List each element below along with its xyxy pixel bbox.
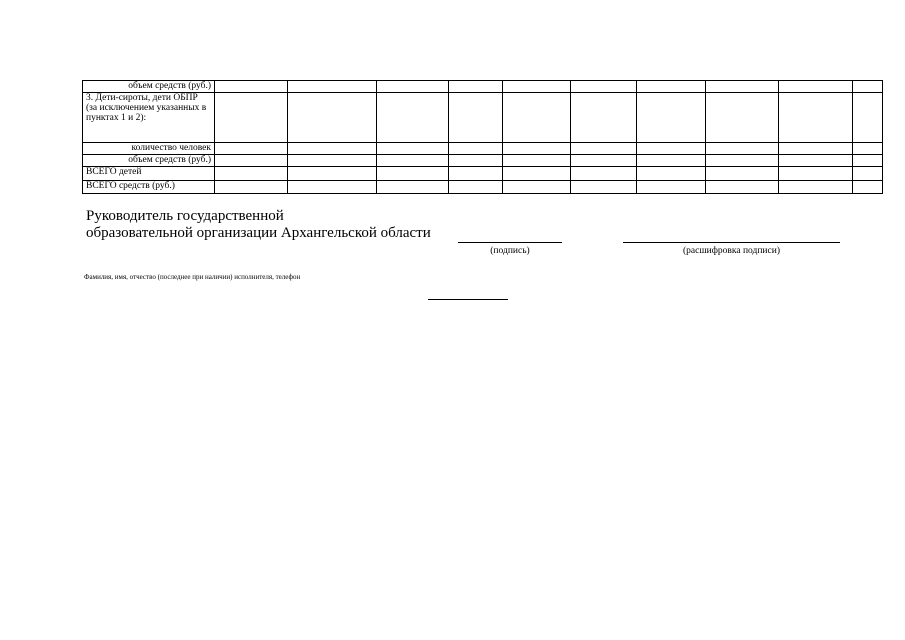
report-table-body [83, 81, 883, 194]
table-cell [449, 181, 503, 194]
table-cell [637, 155, 706, 167]
table-cell [377, 181, 449, 194]
row-label-cell: объем средств (руб.) [83, 81, 215, 93]
table-cell [706, 155, 779, 167]
row-label-cell: ВСЕГО средств (руб.) [83, 181, 215, 194]
table-cell [853, 167, 883, 181]
table-cell [706, 143, 779, 155]
signature-decode-line [623, 242, 840, 243]
table-cell [779, 143, 853, 155]
table-cell [637, 93, 706, 143]
table-cell [779, 155, 853, 167]
table-cell [571, 181, 637, 194]
table-cell [503, 143, 571, 155]
table-cell [503, 167, 571, 181]
table-cell [637, 181, 706, 194]
signature-line [458, 242, 562, 243]
table-row [83, 93, 883, 143]
table-cell [449, 143, 503, 155]
table-row [83, 181, 883, 194]
table-cell [571, 81, 637, 93]
table-cell [288, 155, 377, 167]
table-cell [215, 167, 288, 181]
table-cell [377, 155, 449, 167]
table-cell [779, 81, 853, 93]
row-label-cell: ВСЕГО детей [83, 167, 215, 181]
table-row [83, 167, 883, 181]
table-cell [779, 167, 853, 181]
table-cell [706, 181, 779, 194]
table-cell [637, 81, 706, 93]
table-row [83, 81, 883, 93]
row-label-cell: количество человек [83, 143, 215, 155]
table-cell [377, 167, 449, 181]
report-table [82, 80, 883, 194]
table-row [83, 155, 883, 167]
table-cell [571, 143, 637, 155]
table-cell [449, 155, 503, 167]
table-cell [706, 81, 779, 93]
table-cell [571, 155, 637, 167]
table-cell [503, 181, 571, 194]
table-cell [853, 143, 883, 155]
table-cell [853, 81, 883, 93]
table-cell [288, 81, 377, 93]
signer-title [86, 208, 431, 242]
table-cell [377, 81, 449, 93]
table-cell [637, 143, 706, 155]
table-cell [215, 155, 288, 167]
executor-label: Фамилия, имя, отчество (последнее при наличии) исполнителя, телефон [84, 273, 301, 281]
table-cell [449, 167, 503, 181]
table-cell [449, 81, 503, 93]
table-cell [637, 167, 706, 181]
table-row [83, 143, 883, 155]
table-cell [706, 167, 779, 181]
table-cell [215, 93, 288, 143]
signer-title-line1: Руководитель государственной [86, 208, 284, 224]
table-cell [853, 181, 883, 194]
table-cell [288, 143, 377, 155]
table-cell [377, 93, 449, 143]
table-cell [215, 143, 288, 155]
table-cell [288, 167, 377, 181]
table-cell [779, 181, 853, 194]
row-label-cell: 3. Дети-сироты, дети ОБПР (за исключением указанных в пунктах 1 и 2): [83, 93, 215, 143]
table-cell [853, 155, 883, 167]
row-label-cell: объем средств (руб.) [83, 155, 215, 167]
signature-caption: (подпись) [490, 246, 530, 256]
table-cell [377, 143, 449, 155]
table-cell [571, 167, 637, 181]
table-cell [215, 81, 288, 93]
table-cell [503, 155, 571, 167]
signature-decode-caption: (расшифровка подписи) [683, 246, 780, 256]
table-cell [288, 93, 377, 143]
table-cell [779, 93, 853, 143]
table-cell [503, 93, 571, 143]
table-cell [853, 93, 883, 143]
executor-line [428, 299, 508, 300]
table-cell [288, 181, 377, 194]
table-cell [503, 81, 571, 93]
table-cell [215, 181, 288, 194]
table-cell [449, 93, 503, 143]
signer-title-line2: образовательной организации Архангельской области [86, 225, 431, 241]
table-cell [571, 93, 637, 143]
table-cell [706, 93, 779, 143]
